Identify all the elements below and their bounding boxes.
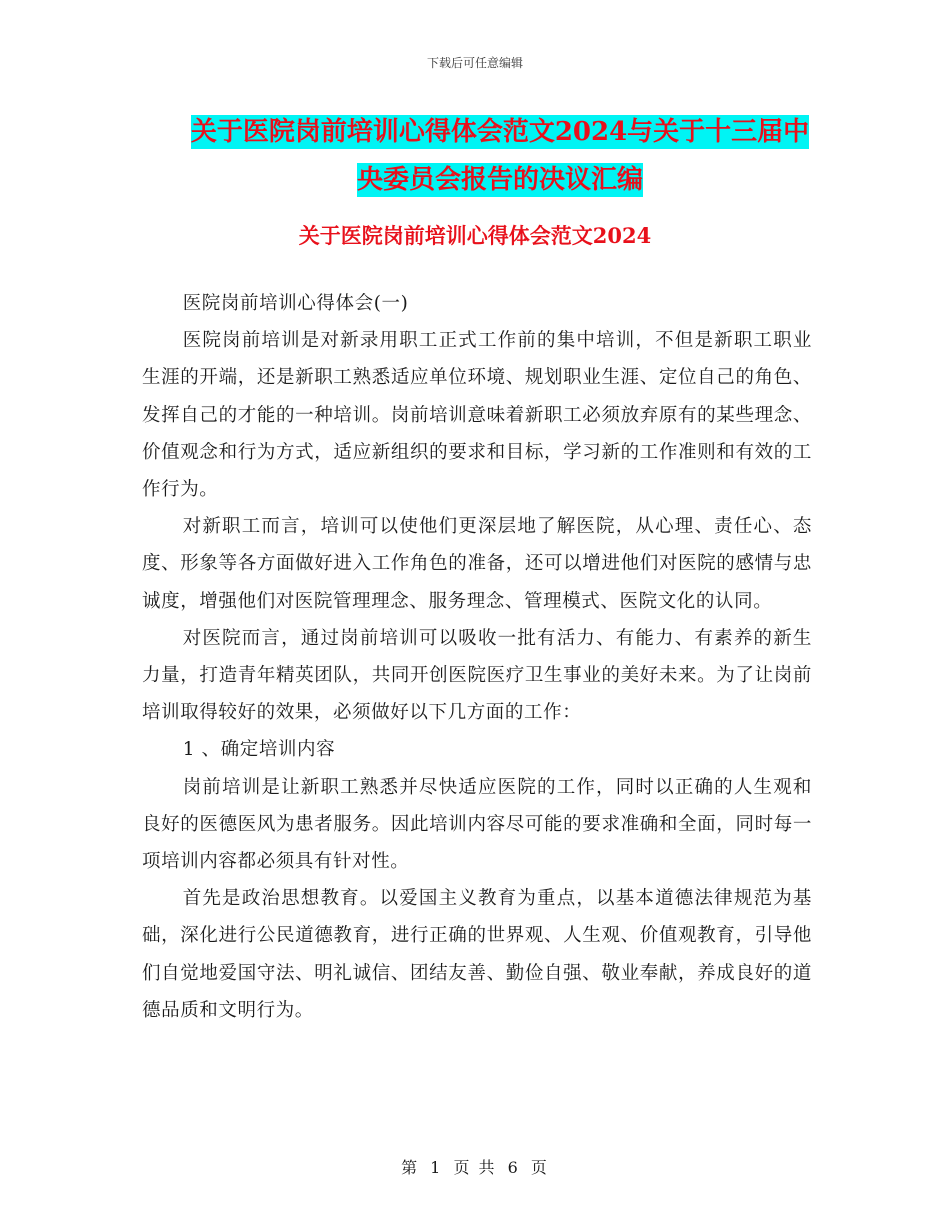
paragraph-heading: 1 、确定培训内容 (182, 739, 336, 761)
document-title (140, 108, 860, 204)
page-footer (0, 1155, 950, 1178)
section-title: 关于医院岗前培训心得体会范文2024 (298, 223, 652, 248)
footer-mid: 页 共 (453, 1158, 497, 1177)
document-body (142, 285, 812, 1029)
footer-prefix: 第 (401, 1158, 420, 1177)
header-note: 下载后可任意编辑 (426, 56, 523, 70)
current-page-number: 1 (430, 1158, 443, 1177)
paragraph: 医院岗前培训是对新录用职工正式工作前的集中培训，不但是新职工职业生涯的开端，还是新职工熟悉适应单位环境、规划职业生涯、定位自己的角色、发挥自己的才能的一种培训。岗前培训意味着新职工必须放弃原有的某些理念、价值观念和行为方式，适应新组织的要求和目标，学习新的工作准则和有效的工作行为。 (142, 330, 812, 501)
paragraph: 岗前培训是让新职工熟悉并尽快适应医院的工作，同时以正确的人生观和良好的医德医风为患者服务。因此培训内容尽可能的要求准确和全面，同时每一项培训内容都必须具有针对性。 (142, 776, 812, 873)
total-pages-number: 6 (507, 1158, 520, 1177)
title-line-1: 关于医院岗前培训心得体会范文2024与关于十三届中 (190, 117, 810, 147)
paragraph-heading: 医院岗前培训心得体会(一) (182, 293, 409, 314)
paragraph: 首先是政治思想教育。以爱国主义教育为重点，以基本道德法律规范为基础，深化进行公民道德教育，进行正确的世界观、人生观、价值观教育，引导他们自觉地爱国守法、明礼诚信、团结友善、勤俭自强、敬业奉献，养成良好的道德品质和文明行为。 (142, 888, 812, 1021)
paragraph: 对新职工而言，培训可以使他们更深层地了解医院，从心理、责任心、态度、形象等各方面做好进入工作角色的准备，还可以增进他们对医院的感情与忠诚度，增强他们对医院管理理念、服务理念、管理模式、医院文化的认同。 (142, 516, 812, 612)
paragraph: 对医院而言，通过岗前培训可以吸收一批有活力、有能力、有素养的新生力量，打造青年精英团队，共同开创医院医疗卫生事业的美好未来。为了让岗前培训取得较好的效果，必须做好以下几方面的工作： (142, 627, 812, 724)
title-line-2: 央委员会报告的决议汇编 (356, 165, 643, 195)
footer-suffix: 页 (530, 1158, 549, 1177)
